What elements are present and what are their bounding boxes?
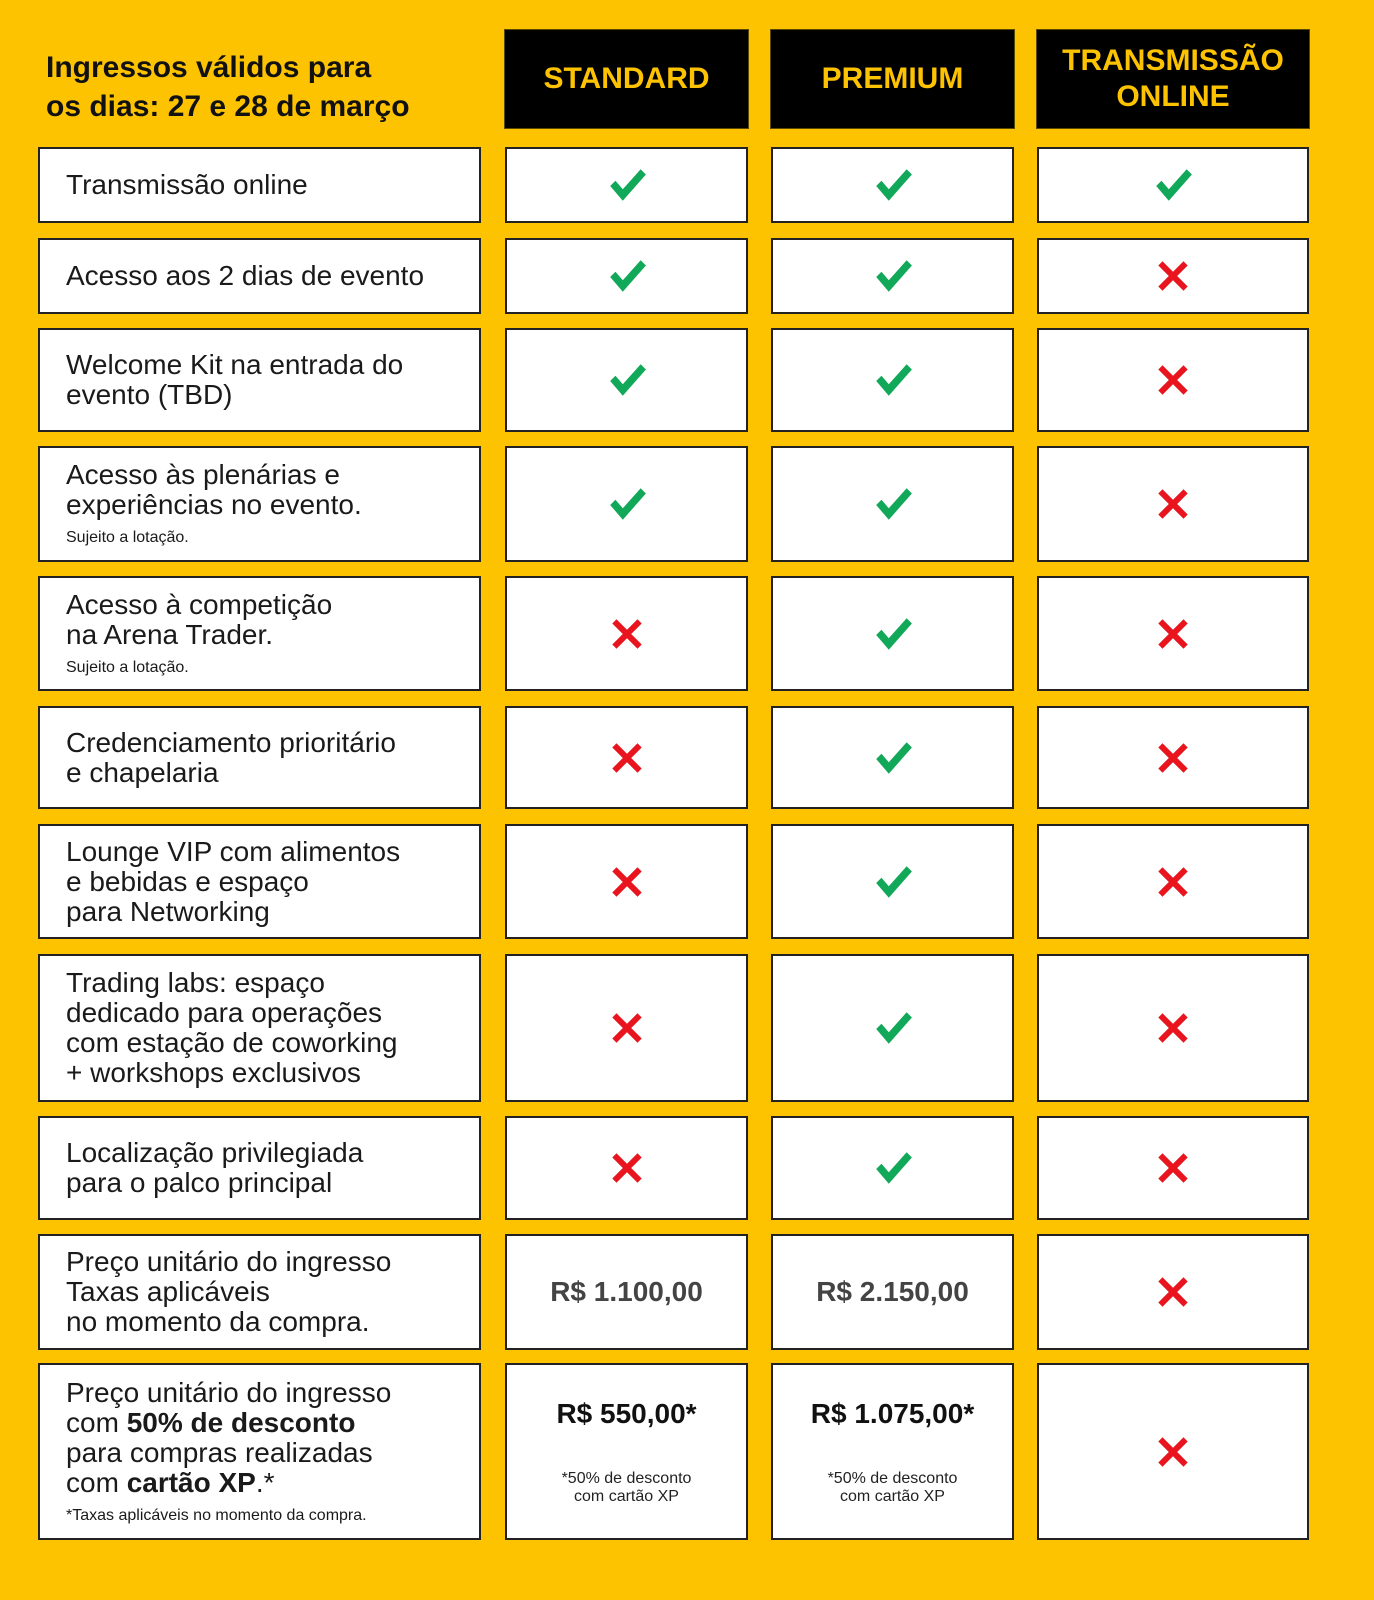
feature-label-line: para Networking [66,895,270,927]
page-title [46,48,410,126]
cross-icon [606,1147,648,1189]
title-line-1: Ingressos válidos para [46,51,372,84]
feature-note: Sujeito a lotação. [66,658,189,676]
feature-label-cell [38,446,481,562]
feature-label-line: Preço unitário do ingresso [66,1376,392,1408]
feature-label-line: Welcome Kit na entrada do [66,349,404,380]
feature-label-line: Acesso à competição [66,588,333,620]
feature-label-line: Acesso aos 2 dias de evento [66,260,425,291]
cell-standard [505,576,748,691]
cell-transmissao-online [1037,954,1309,1102]
cell-premium [771,446,1014,562]
feature-label-line: com cartão XP.* [66,1466,275,1498]
check-icon [606,359,648,401]
cross-icon [1152,613,1194,655]
check-icon [606,255,648,297]
column-header-premium [771,30,1014,128]
feature-label-line: Credenciamento prioritário [66,726,396,758]
title-line-2: os dias: 27 e 28 de março [46,90,410,123]
column-header-line: STANDARD [543,62,710,95]
cross-icon [1152,1147,1194,1189]
cell-premium [771,1234,1014,1350]
cell-standard [505,147,748,223]
column-header-standard [505,30,748,128]
feature-label-cell [38,1234,481,1350]
check-icon [872,861,914,903]
cell-standard [505,446,748,562]
cell-transmissao-online [1037,576,1309,691]
cross-icon [606,613,648,655]
cell-standard [505,238,748,314]
feature-note: *Taxas aplicáveis no momento da compra. [66,1506,367,1524]
feature-label-line: e bebidas e espaço [66,865,309,897]
feature-label-line: Trading labs: espaço [66,967,325,998]
price-value: R$ 1.100,00 [550,1276,703,1307]
cross-icon [606,1007,648,1049]
cross-icon [606,737,648,779]
cell-premium [771,147,1014,223]
check-icon [872,483,914,525]
cross-icon [1152,1007,1194,1049]
cell-transmissao-online [1037,446,1309,562]
cell-standard [505,954,748,1102]
cell-transmissao-online [1037,1116,1309,1220]
feature-label-line: e chapelaria [66,756,219,788]
feature-label-cell [38,954,481,1102]
feature-label-line: + workshops exclusivos [66,1057,361,1088]
column-header-line: ONLINE [1116,80,1230,113]
discount-note-line: com cartão XP [840,1487,945,1505]
feature-label-line: no momento da compra. [66,1306,370,1337]
cell-standard [505,328,748,432]
feature-label-line: evento (TBD) [66,379,233,410]
feature-label-cell [38,147,481,223]
cell-premium [771,238,1014,314]
discount-note-line: com cartão XP [574,1487,679,1505]
check-icon [872,737,914,779]
cross-icon [1152,483,1194,525]
emphasis-text: 50% de desconto [126,1406,356,1438]
discount-note [562,1470,692,1506]
cell-transmissao-online [1037,824,1309,939]
cell-transmissao-online [1037,328,1309,432]
feature-label-cell [38,576,481,691]
cell-standard [505,824,748,939]
discount-note [828,1470,958,1506]
cell-premium [771,954,1014,1102]
check-icon [606,164,648,206]
feature-label-cell [38,1116,481,1220]
feature-label-line: para compras realizadas [66,1436,373,1468]
cell-premium [771,328,1014,432]
emphasis-text: cartão XP [126,1466,256,1498]
check-icon [872,359,914,401]
cell-premium [771,824,1014,939]
column-header-label [1062,43,1284,115]
check-icon [872,613,914,655]
feature-label-line: dedicado para operações [66,997,383,1028]
feature-label-cell [38,824,481,939]
cell-transmissao-online [1037,147,1309,223]
feature-label-cell [38,1363,481,1540]
cell-transmissao-online [1037,1363,1309,1540]
column-header-transmissao-online [1037,30,1309,128]
cell-standard [505,1363,748,1540]
cell-transmissao-online [1037,238,1309,314]
feature-label-cell [38,328,481,432]
cross-icon [1152,1431,1194,1473]
cell-premium [771,1363,1014,1540]
cell-standard [505,706,748,809]
feature-label-cell [38,706,481,809]
cross-icon [1152,255,1194,297]
cell-premium [771,1116,1014,1220]
feature-label-line: Lounge VIP com alimentos [66,835,401,867]
feature-label-line: Taxas aplicáveis [66,1276,270,1307]
cross-icon [1152,1271,1194,1313]
feature-note: Sujeito a lotação. [66,529,189,546]
cell-premium [771,706,1014,809]
cross-icon [1152,737,1194,779]
check-icon [1152,164,1194,206]
discount-note-line: *50% de desconto [827,1469,958,1487]
price-value: R$ 1.075,00* [810,1397,975,1429]
check-icon [606,483,648,525]
check-icon [872,1007,914,1049]
check-icon [872,255,914,297]
check-icon [872,1147,914,1189]
feature-label-line: Acesso às plenárias e [66,459,340,490]
check-icon [872,164,914,206]
cross-icon [1152,861,1194,903]
feature-label-line: Transmissão online [66,169,308,200]
cross-icon [1152,359,1194,401]
feature-label-line: Preço unitário do ingresso [66,1246,392,1277]
price-value: R$ 550,00* [556,1397,697,1429]
cell-transmissao-online [1037,706,1309,809]
feature-label-line: com 50% de desconto [66,1406,356,1438]
column-header-line: TRANSMISSÃO [1062,44,1284,77]
cross-icon [606,861,648,903]
cell-premium [771,576,1014,691]
feature-label-line: na Arena Trader. [66,618,274,650]
feature-label-line: experiências no evento. [66,489,362,520]
cell-transmissao-online [1037,1234,1309,1350]
feature-label-cell [38,238,481,314]
feature-label-line: Localização privilegiada [66,1137,364,1168]
price-value: R$ 2.150,00 [816,1276,969,1307]
cell-standard [505,1234,748,1350]
cell-standard [505,1116,748,1220]
column-header-line: PREMIUM [821,62,964,95]
feature-label-line: com estação de coworking [66,1027,398,1058]
column-header-label [822,61,964,97]
discount-note-line: *50% de desconto [561,1469,692,1487]
column-header-label [543,61,709,97]
feature-label-line: para o palco principal [66,1167,333,1198]
